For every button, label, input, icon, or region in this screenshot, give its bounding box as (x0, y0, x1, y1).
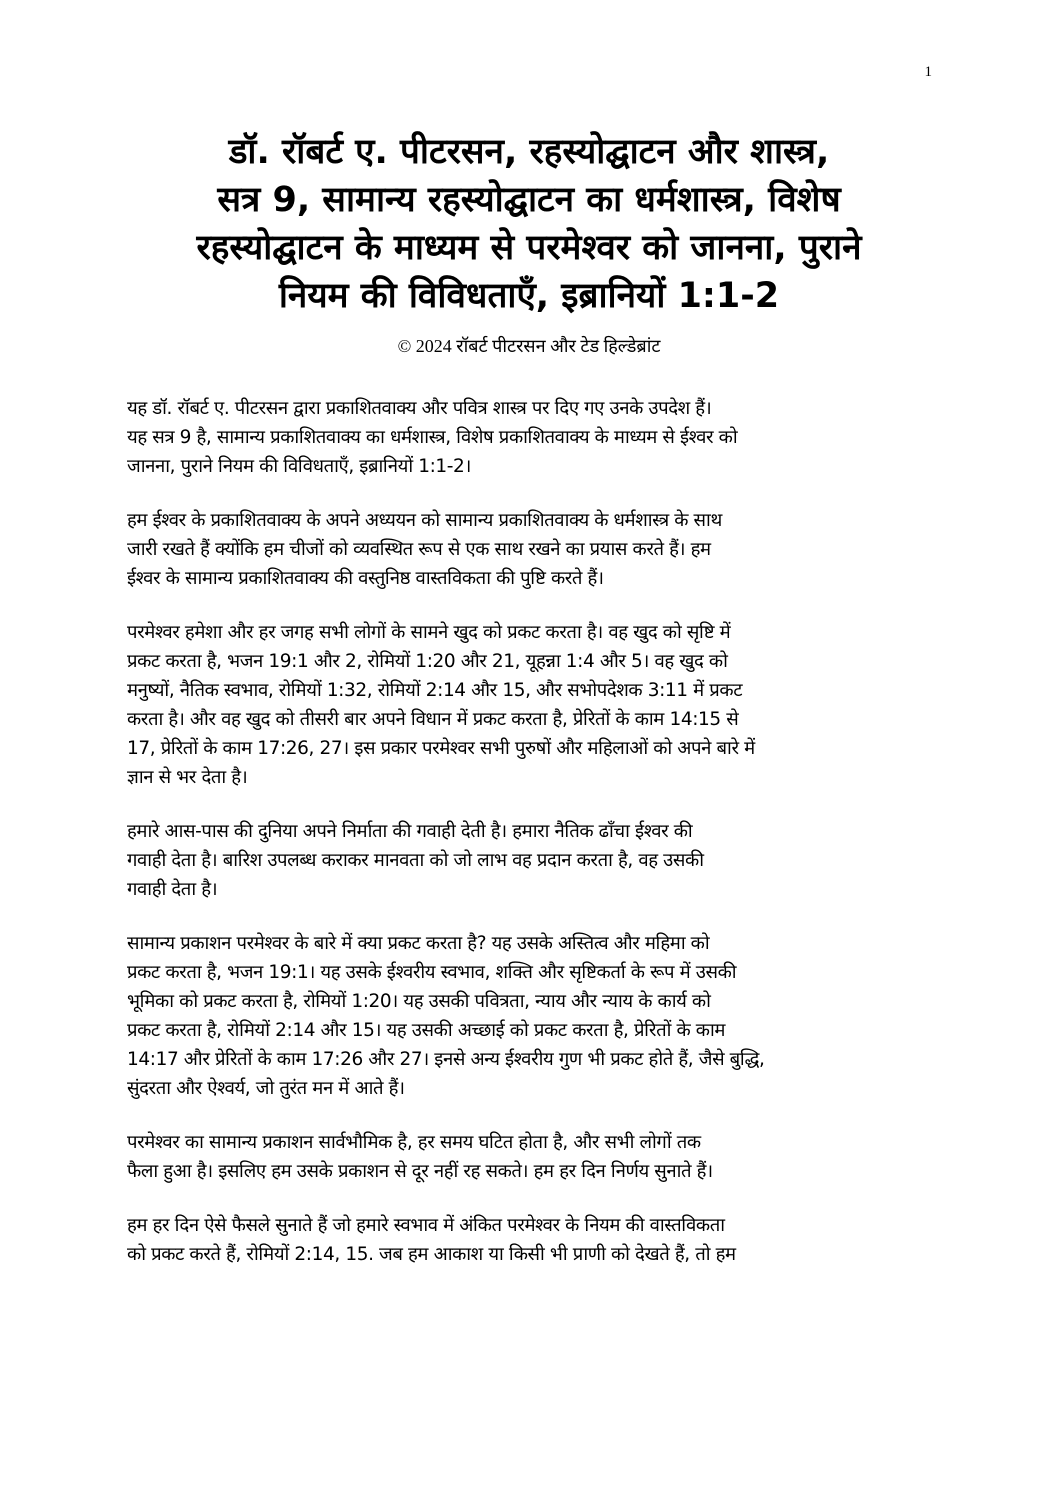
paragraph-line: यह सत्र 9 है, सामान्य प्रकाशितवाक्य का धर्मशास्त्र, विशेष प्रकाशितवाक्य के माध्यम से ईश्वर को (127, 427, 738, 448)
paragraph-line: प्रकट करता है, रोमियों 2:14 और 15। यह उसकी अच्छाई को प्रकट करता है, प्रेरितों के काम (127, 1020, 726, 1041)
document-body (127, 394, 947, 1294)
paragraph-line: को प्रकट करते हैं, रोमियों 2:14, 15. जब हम आकाश या किसी भी प्राणी को देखते हैं, तो हम (127, 1244, 736, 1265)
paragraph-line: हमारे आस-पास की दुनिया अपने निर्माता की गवाही देती है। हमारा नैतिक ढाँचा ईश्वर की (127, 821, 693, 842)
paragraph-line: ज्ञान से भर देता है। (127, 767, 248, 788)
paragraph-line: भूमिका को प्रकट करता है, रोमियों 1:20। यह उसकी पवित्रता, न्याय और न्याय के कार्य को (127, 991, 711, 1012)
paragraph-line: हम हर दिन ऐसे फैसले सुनाते हैं जो हमारे स्वभाव में अंकित परमेश्वर के नियम की वास्तविकता (127, 1215, 725, 1236)
paragraph (127, 506, 947, 593)
paragraph (127, 618, 947, 792)
paragraph (127, 1211, 947, 1269)
title-line: रहस्योद्घाटन के माध्यम से परमेश्वर को जानना, पुराने (196, 228, 862, 268)
title-line: नियम की विविधताएँ, इब्रानियों 1:1-2 (278, 276, 780, 316)
paragraph (127, 929, 947, 1103)
paragraph-line: ईश्वर के सामान्य प्रकाशितवाक्य की वस्तुनिष्ठ वास्तविकता की पुष्टि करते हैं। (127, 568, 604, 589)
paragraph-line: जारी रखते हैं क्योंकि हम चीजों को व्यवस्थित रूप से एक साथ रखने का प्रयास करते हैं। हम (127, 539, 711, 560)
paragraph-line: 14:17 और प्रेरितों के काम 17:26 और 27। इनसे अन्य ईश्वरीय गुण भी प्रकट होते हैं, जैसे बुद्धि, (127, 1049, 765, 1070)
paragraph-line: प्रकट करता है, भजन 19:1। यह उसके ईश्वरीय स्वभाव, शक्ति और सृष्टिकर्ता के रूप में उसकी (127, 962, 737, 983)
paragraph-line: परमेश्वर का सामान्य प्रकाशन सार्वभौमिक है, हर समय घटित होता है, और सभी लोगों तक (127, 1132, 701, 1153)
title-line: डॉ. रॉबर्ट ए. पीटरसन, रहस्योद्घाटन और शास्त्र, (228, 132, 830, 172)
paragraph-line: गवाही देता है। (127, 879, 218, 900)
paragraph (127, 817, 947, 904)
paragraph-line: फैला हुआ है। इसलिए हम उसके प्रकाशन से दूर नहीं रह सकते। हम हर दिन निर्णय सुनाते हैं। (127, 1161, 713, 1182)
page-number: 1 (924, 64, 932, 80)
paragraph-line: सामान्य प्रकाशन परमेश्वर के बारे में क्या प्रकट करता है? यह उसके अस्तित्व और महिमा को (127, 933, 710, 954)
paragraph-line: यह डॉ. रॉबर्ट ए. पीटरसन द्वारा प्रकाशितवाक्य और पवित्र शास्त्र पर दिए गए उनके उपदेश हैं। (127, 398, 712, 419)
document-title (100, 128, 958, 320)
paragraph (127, 1128, 947, 1186)
paragraph (127, 394, 947, 481)
paragraph-line: मनुष्यों, नैतिक स्वभाव, रोमियों 1:32, रोमियों 2:14 और 15, और सभोपदेशक 3:11 में प्रकट (127, 680, 743, 701)
paragraph-line: परमेश्वर हमेशा और हर जगह सभी लोगों के सामने खुद को प्रकट करता है। वह खुद को सृष्टि में (127, 622, 731, 643)
paragraph-line: 17, प्रेरितों के काम 17:26, 27। इस प्रकार परमेश्वर सभी पुरुषों और महिलाओं को अपने बारे में (127, 738, 755, 759)
paragraph-line: जानना, पुराने नियम की विविधताएँ, इब्रानियों 1:1-2। (127, 456, 472, 477)
paragraph-line: हम ईश्वर के प्रकाशितवाक्य के अपने अध्ययन को सामान्य प्रकाशितवाक्य के धर्मशास्त्र के साथ (127, 510, 722, 531)
paragraph-line: गवाही देता है। बारिश उपलब्ध कराकर मानवता को जो लाभ वह प्रदान करता है, वह उसकी (127, 850, 704, 871)
title-line: सत्र 9, सामान्य रहस्योद्घाटन का धर्मशास्त्र, विशेष (217, 180, 841, 220)
copyright-line: © 2024 रॉबर्ट पीटरसन और टेड हिल्डेब्रांट (397, 336, 661, 356)
paragraph-line: प्रकट करता है, भजन 19:1 और 2, रोमियों 1:20 और 21, यूहन्ना 1:4 और 5। वह खुद को (127, 651, 728, 672)
paragraph-line: करता है। और वह खुद को तीसरी बार अपने विधान में प्रकट करता है, प्रेरितों के काम 14:15 से (127, 709, 739, 730)
paragraph-line: सुंदरता और ऐश्वर्य, जो तुरंत मन में आते हैं। (127, 1078, 405, 1099)
